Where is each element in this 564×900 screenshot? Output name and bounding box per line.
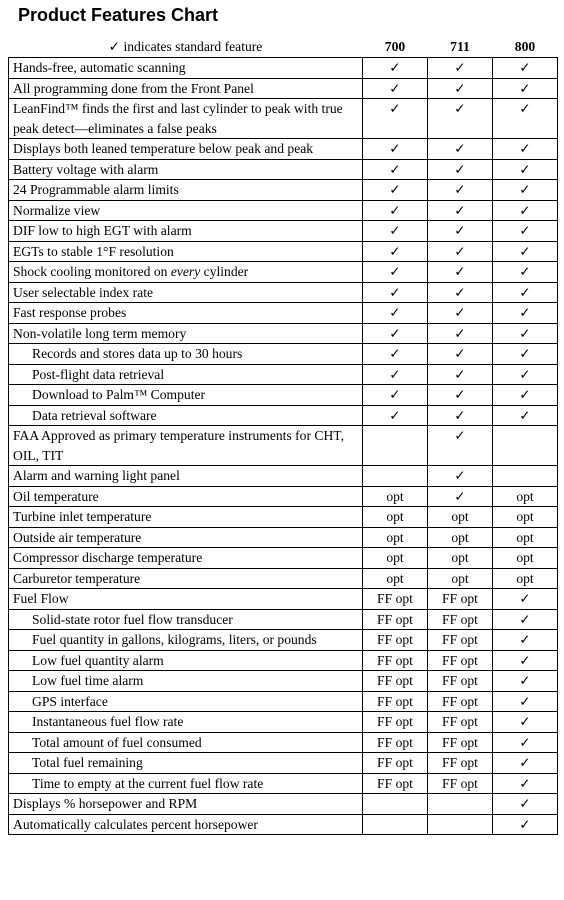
cell-711: ✓ [428,139,493,160]
cell-800: ✓ [493,671,558,692]
cell-700: FF opt [363,732,428,753]
cell-800: ✓ [493,303,558,324]
column-header-800: 800 [493,37,558,58]
table-row [9,712,558,733]
cell-711: ✓ [428,159,493,180]
feature-label: Turbine inlet temperature [9,507,363,528]
cell-711: ✓ [428,323,493,344]
cell-700: opt [363,568,428,589]
cell-800: ✓ [493,180,558,201]
cell-800: ✓ [493,262,558,283]
column-header-700: 700 [363,37,428,58]
feature-label: Low fuel time alarm [9,671,363,692]
legend-text: ✓ indicates standard feature [9,37,363,58]
feature-label: Instantaneous fuel flow rate [9,712,363,733]
feature-label: Total amount of fuel consumed [9,732,363,753]
cell-700: ✓ [363,159,428,180]
feature-label: Outside air temperature [9,527,363,548]
cell-700: ✓ [363,200,428,221]
cell-711: ✓ [428,200,493,221]
cell-800: ✓ [493,282,558,303]
cell-800: ✓ [493,221,558,242]
feature-label: Oil temperature [9,486,363,507]
cell-700: ✓ [363,364,428,385]
column-header-711: 711 [428,37,493,58]
cell-800: ✓ [493,323,558,344]
cell-700: FF opt [363,753,428,774]
table-row [9,323,558,344]
feature-label: Battery voltage with alarm [9,159,363,180]
cell-700: FF opt [363,650,428,671]
cell-700: FF opt [363,609,428,630]
table-row [9,405,558,426]
cell-700: ✓ [363,323,428,344]
feature-label: Fuel Flow [9,589,363,610]
feature-label: User selectable index rate [9,282,363,303]
cell-711: ✓ [428,99,493,139]
table-row [9,507,558,528]
feature-label: 24 Programmable alarm limits [9,180,363,201]
feature-label: LeanFind™ finds the first and last cylinder to peak with true peak detect—eliminates a false peaks [9,99,363,139]
cell-800: opt [493,527,558,548]
cell-711: FF opt [428,650,493,671]
cell-700: opt [363,486,428,507]
table-row [9,486,558,507]
table-row [9,221,558,242]
feature-label: GPS interface [9,691,363,712]
cell-800: ✓ [493,241,558,262]
cell-800: ✓ [493,691,558,712]
cell-700: opt [363,548,428,569]
cell-800: opt [493,548,558,569]
cell-800: ✓ [493,139,558,160]
feature-label: FAA Approved as primary temperature instruments for CHT, OIL, TIT [9,426,363,466]
cell-711 [428,794,493,815]
feature-label: Displays % horsepower and RPM [9,794,363,815]
cell-700 [363,794,428,815]
cell-700: ✓ [363,405,428,426]
cell-700: ✓ [363,221,428,242]
emphasis-text: every [170,264,201,279]
cell-800 [493,466,558,487]
cell-800: ✓ [493,200,558,221]
feature-label: Low fuel quantity alarm [9,650,363,671]
table-row [9,426,558,466]
table-row [9,344,558,365]
cell-800: opt [493,568,558,589]
table-row [9,241,558,262]
cell-700: ✓ [363,139,428,160]
table-row [9,58,558,79]
feature-label: Total fuel remaining [9,753,363,774]
cell-700: FF opt [363,691,428,712]
feature-label: EGTs to stable 1°F resolution [9,241,363,262]
feature-label: Fuel quantity in gallons, kilograms, liters, or pounds [9,630,363,651]
table-row [9,568,558,589]
cell-711 [428,814,493,835]
cell-800: ✓ [493,650,558,671]
cell-800: ✓ [493,385,558,406]
cell-711: ✓ [428,78,493,99]
table-row [9,732,558,753]
cell-711: ✓ [428,58,493,79]
cell-700: opt [363,507,428,528]
cell-800: ✓ [493,773,558,794]
cell-700: ✓ [363,385,428,406]
cell-800: ✓ [493,630,558,651]
table-row [9,159,558,180]
table-row [9,589,558,610]
cell-711: FF opt [428,671,493,692]
feature-label: Records and stores data up to 30 hours [9,344,363,365]
cell-711: opt [428,568,493,589]
feature-label: Post-flight data retrieval [9,364,363,385]
cell-711: ✓ [428,405,493,426]
feature-label: All programming done from the Front Panel [9,78,363,99]
cell-711: ✓ [428,466,493,487]
cell-711: ✓ [428,344,493,365]
table-row [9,671,558,692]
cell-711: opt [428,527,493,548]
feature-label: Data retrieval software [9,405,363,426]
table-row [9,794,558,815]
cell-800: ✓ [493,344,558,365]
cell-700: FF opt [363,712,428,733]
feature-label: DIF low to high EGT with alarm [9,221,363,242]
cell-800: opt [493,486,558,507]
header-row [9,37,558,58]
cell-800: ✓ [493,609,558,630]
cell-700: ✓ [363,78,428,99]
table-row [9,773,558,794]
table-row [9,650,558,671]
cell-700 [363,466,428,487]
table-row [9,180,558,201]
cell-711: FF opt [428,609,493,630]
table-row [9,814,558,835]
feature-label: Hands-free, automatic scanning [9,58,363,79]
cell-711: FF opt [428,589,493,610]
cell-800: ✓ [493,794,558,815]
cell-711: FF opt [428,753,493,774]
feature-label: Automatically calculates percent horsepower [9,814,363,835]
table-row [9,364,558,385]
cell-800: ✓ [493,753,558,774]
cell-700: ✓ [363,344,428,365]
cell-711: ✓ [428,426,493,466]
cell-700: ✓ [363,303,428,324]
cell-800: ✓ [493,712,558,733]
cell-711: ✓ [428,241,493,262]
cell-800: ✓ [493,589,558,610]
cell-700: FF opt [363,630,428,651]
cell-800: ✓ [493,78,558,99]
table-row [9,99,558,139]
cell-711: ✓ [428,385,493,406]
cell-711: FF opt [428,630,493,651]
cell-711: ✓ [428,262,493,283]
table-row [9,753,558,774]
cell-711: ✓ [428,282,493,303]
table-row [9,527,558,548]
cell-800: opt [493,507,558,528]
table-row [9,385,558,406]
table-row [9,262,558,283]
table-row [9,609,558,630]
cell-711: opt [428,507,493,528]
cell-711: ✓ [428,221,493,242]
cell-800: ✓ [493,405,558,426]
feature-label: Solid-state rotor fuel flow transducer [9,609,363,630]
cell-700: ✓ [363,99,428,139]
table-row [9,282,558,303]
cell-700: ✓ [363,58,428,79]
cell-711: opt [428,548,493,569]
table-row [9,78,558,99]
feature-label: Alarm and warning light panel [9,466,363,487]
cell-711: ✓ [428,303,493,324]
page-title: Product Features Chart [18,5,219,25]
table-row [9,139,558,160]
cell-700: ✓ [363,180,428,201]
cell-800: ✓ [493,58,558,79]
feature-label: Displays both leaned temperature below peak and peak [9,139,363,160]
cell-700: ✓ [363,282,428,303]
cell-711: ✓ [428,180,493,201]
table-row [9,200,558,221]
feature-label: Shock cooling monitored on every cylinder [9,262,363,283]
feature-label: Time to empty at the current fuel flow rate [9,773,363,794]
cell-711: ✓ [428,364,493,385]
cell-800: ✓ [493,159,558,180]
cell-711: FF opt [428,773,493,794]
cell-800 [493,426,558,466]
cell-700: ✓ [363,241,428,262]
cell-800: ✓ [493,814,558,835]
cell-711: ✓ [428,486,493,507]
table-row [9,630,558,651]
table-row [9,303,558,324]
feature-label: Download to Palm™ Computer [9,385,363,406]
table-row [9,548,558,569]
cell-711: FF opt [428,712,493,733]
cell-700: FF opt [363,589,428,610]
cell-700: ✓ [363,262,428,283]
cell-700 [363,426,428,466]
cell-800: ✓ [493,364,558,385]
cell-800: ✓ [493,99,558,139]
cell-711: FF opt [428,732,493,753]
table-row [9,691,558,712]
feature-label: Normalize view [9,200,363,221]
cell-700: opt [363,527,428,548]
feature-label: Non-volatile long term memory [9,323,363,344]
feature-label: Compressor discharge temperature [9,548,363,569]
cell-711: FF opt [428,691,493,712]
feature-label: Carburetor temperature [9,568,363,589]
cell-800: ✓ [493,732,558,753]
cell-700: FF opt [363,773,428,794]
cell-700: FF opt [363,671,428,692]
cell-700 [363,814,428,835]
table-row [9,466,558,487]
feature-label: Fast response probes [9,303,363,324]
features-table [8,37,558,835]
